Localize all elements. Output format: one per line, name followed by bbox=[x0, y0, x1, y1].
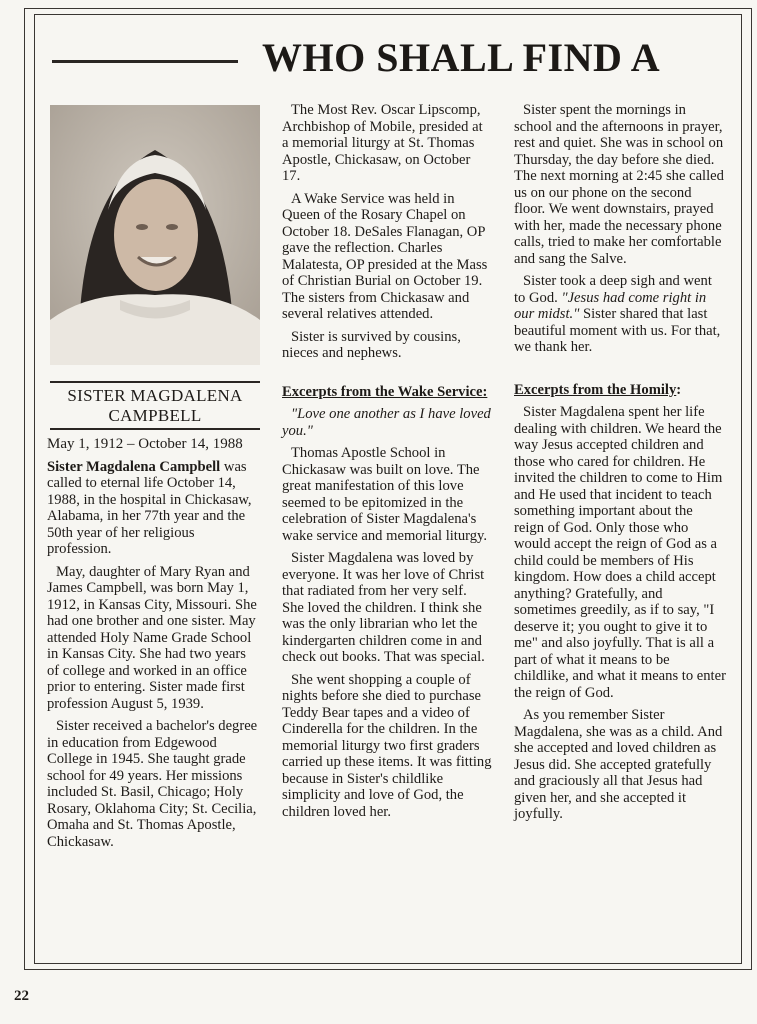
subject-name-line2: CAMPBELL bbox=[108, 406, 202, 425]
lead-name: Sister Magdalena Campbell bbox=[47, 458, 221, 475]
page-number: 22 bbox=[14, 988, 29, 1004]
portrait-photo bbox=[50, 105, 260, 365]
headline: WHO SHALL FIND A bbox=[262, 35, 661, 80]
col2-paragraph-2: A Wake Service was held in Queen of the Rosary Chapel on October 18. DeSales Flanagan, OP gave the reflection. Charles Malatesta, OP presided at the Mass of Christian Burial on October 19. The sisters from Chickasaw and several relatives attended. bbox=[282, 190, 488, 322]
col3-paragraph-2 bbox=[514, 273, 726, 356]
name-rule-bottom bbox=[50, 428, 260, 430]
col3-p2-start: Sister took a deep sigh and went to God. bbox=[514, 273, 712, 306]
col3-paragraph-1: Sister spent the mornings in school and the afternoons in prayer, rest and quiet. She was in school on Thursday, the day before she died. The next morning at 2:45 she called us on our phone on the second floor. We went downstairs, prayed with her, made the necessary phone calls, tried to make her comfortable and sang the Salve. bbox=[514, 102, 724, 267]
col1-paragraph-2: May, daughter of Mary Ryan and James Campbell, was born May 1, 1912, in Kansas City, Missouri. She had one brother and one sister. May attended Holy Name Grade School in Kansas City. She had two years of college and worked in an office prior to entering. Sister made first profession August 5, 1939. bbox=[47, 563, 257, 712]
homily-heading bbox=[514, 382, 726, 399]
subject-name-line1: SISTER MAGDALENA bbox=[67, 386, 243, 405]
col2-paragraph-6: She went shopping a couple of nights before she died to purchase Teddy Bear tapes and a video of Cinderella for the children. In the memorial liturgy two first graders carried up these items. It was fitting because in Sister's childlike simplicity and love of God, the children loved her. bbox=[282, 671, 492, 820]
wake-quote bbox=[282, 406, 492, 439]
col1-paragraph-3: Sister received a bachelor's degree in education from Edgewood College in 1945. She taught grade school for 49 years. Her missions included St. Basil, Chicago; Holy Rosary, Oklahoma City; St. Cecilia, Omaha and St. Thomas Apostle, Chickasaw. bbox=[47, 718, 258, 850]
col1-paragraph-1 bbox=[47, 459, 260, 558]
col2-paragraph-3: Sister is survived by cousins, nieces and nephews. bbox=[282, 328, 461, 361]
column-2 bbox=[282, 102, 492, 826]
col1-p1-text: was called to eternal life October 14, 1988, in the hospital in Chickasaw, Alabama, in her 77th year and the 50th year of her religious profession. bbox=[47, 458, 252, 557]
headline-rule bbox=[52, 60, 238, 63]
wake-quote-text: "Love one another as I have loved you." bbox=[282, 406, 491, 439]
name-rule-top bbox=[50, 381, 260, 383]
col3-p2-end: Sister shared that last beautiful moment with us. For that, we thank her. bbox=[514, 306, 721, 355]
col2-paragraph-5: Sister Magdalena was loved by everyone. It was her love of Christ that radiated from her very self. She loved the children. I think she was the only librarian who let the kindergarten children come in and check out books. That was special. bbox=[282, 550, 485, 665]
col2-paragraph-1: The Most Rev. Oscar Lipscomp, Archbishop of Mobile, presided at a memorial liturgy at St. Thomas Apostle, Chickasaw, on October 17. bbox=[282, 102, 483, 184]
column-3 bbox=[514, 102, 726, 829]
homily-heading-colon: : bbox=[676, 381, 682, 398]
col3-p2-quote: "Jesus had come right in our midst." bbox=[514, 289, 707, 322]
col2-paragraph-4: Thomas Apostle School in Chickasaw was built on love. The great manifestation of this love seemed to be epitomized in the celebration of Sister Magdalena's wake service and memorial liturgy. bbox=[282, 445, 488, 544]
life-dates: May 1, 1912 – October 14, 1988 bbox=[47, 436, 243, 452]
col3-paragraph-4: As you remember Sister Magdalena, she was as a child. And she accepted and loved children as Jesus did. She accepted gratefully and graciously all that Jesus had given her, and she accepted it joyfully. bbox=[514, 707, 723, 822]
homily-heading-text: Excerpts from the Homily bbox=[514, 381, 677, 398]
column-1 bbox=[47, 436, 260, 856]
wake-service-heading: Excerpts from the Wake Service: bbox=[282, 383, 488, 400]
col3-paragraph-3: Sister Magdalena spent her life dealing with children. We heard the way Jesus accepted children and those who cared for children. He invited the children to come to Him and He used that incident to teach something important about the reign of God. Only those who would accept the reign of God as a child could be members of His kingdom. How does a child accept anything? Gratefully, and sometimes greedily, as if to say, "I deserve it; you ought to give it to me" and also joyfully. That is all a part of what it means to be childlike, and what it means to enter the reign of God. bbox=[514, 404, 726, 701]
subject-name bbox=[50, 386, 260, 426]
